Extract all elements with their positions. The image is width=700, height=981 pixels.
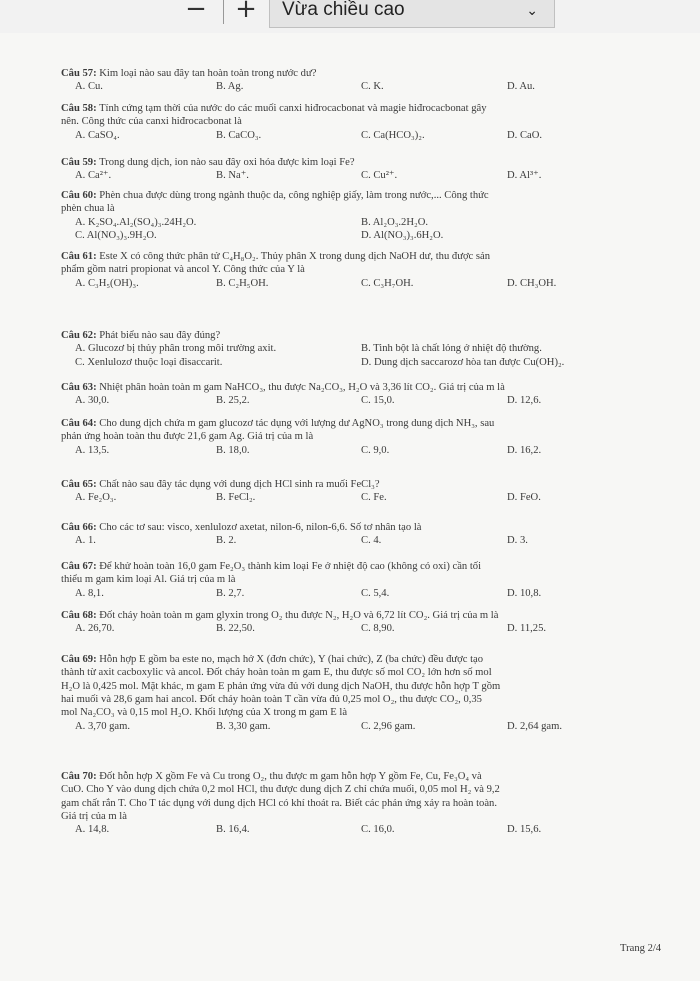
answer-option: D. 16,2. (507, 444, 542, 456)
answer-option: A. 13,5. (75, 444, 110, 456)
question-text: hai muối và 28,6 gam hai ancol. Đốt cháy hoàn toàn T cần vừa đủ 0,25 mol O₂, thu được CO₂, 0,35 (61, 693, 482, 705)
answer-option: C. Fe. (361, 492, 387, 504)
answer-option: C. 5,4. (361, 587, 390, 599)
answer-option: B. Tinh bột là chất lỏng ở nhiệt độ thường. (361, 343, 542, 355)
question-text-line (61, 653, 483, 666)
pdf-toolbar (0, 0, 700, 34)
question-number: Câu 67: (61, 561, 97, 572)
question-number: Câu 69: (61, 654, 97, 665)
question-text-line (61, 156, 355, 169)
answer-option: A. 1. (75, 535, 96, 547)
page-number: Trang 2/4 (620, 943, 662, 954)
question-text-line (61, 430, 313, 443)
toolbar-divider (223, 0, 224, 24)
answer-option: B. 18,0. (216, 444, 250, 456)
answer-option: B. 2,7. (216, 587, 245, 599)
zoom-out-button[interactable]: − (185, 0, 207, 24)
answer-option: B. CaCO₃. (216, 129, 262, 141)
answer-option: C. C₃H₇OH. (361, 277, 414, 289)
zoom-select-value: Vừa chiều cao (282, 0, 405, 20)
question-text: phèn chua là (61, 203, 115, 215)
question-text-line (61, 797, 497, 810)
answer-option: A. 30,0. (75, 395, 110, 407)
answer-option: D. 12,6. (507, 395, 542, 407)
answer-option: B. FeCl₂. (216, 492, 256, 504)
question-text: Tính cứng tạm thời của nước do các muối canxi hiđrocacbonat và magie hiđrocacbonat gây (99, 103, 487, 114)
question-text-line (61, 666, 492, 679)
question-text: gam chất rắn T. Cho T tác dụng với dung dịch HCl có khí thoát ra. Biết các phản ứng xảy ra hoàn toàn. (61, 797, 497, 809)
answer-option: B. 25,2. (216, 395, 250, 407)
answer-option: D. Dung dịch saccarozơ hòa tan được Cu(OH)₂. (361, 356, 565, 368)
question-text: Cho dung dịch chứa m gam glucozơ tác dụng với lượng dư AgNO₃ trong dung dịch NH₃, sau (99, 418, 495, 429)
question-text-line (61, 250, 490, 263)
question-text-line (61, 706, 347, 719)
answer-option: D. CH₃OH. (507, 277, 557, 289)
question-number: Câu 66: (61, 522, 97, 533)
question-number: Câu 63: (61, 382, 97, 393)
question-text-line (61, 202, 115, 215)
answer-option: C. 16,0. (361, 824, 395, 836)
answer-option: D. 3. (507, 535, 528, 547)
answer-option: C. 8,90. (361, 623, 395, 635)
answer-option: C. Cu²⁺. (361, 170, 398, 182)
answer-option: C. 15,0. (361, 395, 395, 407)
answer-option: A. Ca²⁺. (75, 170, 112, 182)
question-text: CuO. Cho Y vào dung dịch chứa 0,2 mol HCl, thu được dung dịch Z chỉ chứa muối, 0,05 mol H₂ và 9,2 (61, 784, 500, 796)
question-text: Giá trị của m là (61, 810, 127, 822)
answer-option: B. C₂H₅OH. (216, 277, 269, 289)
question-number: Câu 61: (61, 251, 97, 262)
question-text-line (61, 263, 305, 276)
question-text: Để khử hoàn toàn 16,0 gam Fe₂O₃ thành kim loại Fe ở nhiệt độ cao (không có oxi) cần tối (99, 561, 482, 572)
question-number: Câu 58: (61, 103, 97, 114)
answer-option: C. 4. (361, 535, 382, 547)
question-text-line (61, 770, 482, 783)
answer-option: D. 11,25. (507, 623, 547, 635)
question-text: Đốt hỗn hợp X gồm Fe và Cu trong O₂, thu được m gam hỗn hợp Y gồm Fe, Cu, Fe₃O₄ và (99, 771, 482, 782)
answer-option: D. FeO. (507, 492, 541, 504)
question-text: Đốt cháy hoàn toàn m gam glyxin trong O₂ thu được N₂, H₂O và 6,72 lít CO₂. Giá trị của m là (99, 610, 499, 621)
question-number: Câu 70: (61, 771, 97, 782)
answer-option: C. Ca(HCO₃)₂. (361, 129, 425, 141)
question-text-line (61, 680, 500, 693)
answer-option: B. 16,4. (216, 824, 250, 836)
question-text-line (61, 693, 482, 706)
answer-option: C. 9,0. (361, 444, 390, 456)
question-number: Câu 68: (61, 610, 97, 621)
question-text-line (61, 329, 220, 342)
answer-option: C. Xenlulozơ thuộc loại đisaccarit. (75, 356, 223, 368)
question-text: phản ứng hoàn toàn thu được 21,6 gam Ag. Giá trị của m là (61, 431, 314, 443)
question-text-line (61, 573, 235, 586)
question-text-line (61, 810, 127, 823)
answer-option: A. 3,70 gam. (75, 720, 131, 732)
answer-option: A. 26,70. (75, 623, 115, 635)
answer-option: D. Al(NO₃)₃.6H₂O. (361, 229, 444, 241)
answer-option: A. Glucozơ bị thủy phân trong môi trường axit. (75, 343, 277, 355)
question-text: Trong dung dịch, ion nào sau đây oxi hóa được kim loại Fe? (99, 157, 355, 168)
answer-option: D. 10,8. (507, 587, 542, 599)
question-text: Nhiệt phân hoàn toàn m gam NaHCO₃, thu được Na₂CO₃, H₂O và 3,36 lít CO₂. Giá trị của m là (99, 382, 505, 393)
answer-option: B. Ag. (216, 81, 244, 93)
answer-option: B. Na⁺. (216, 170, 249, 182)
question-text: thiểu m gam kim loại Al. Giá trị của m là (61, 574, 236, 586)
question-number: Câu 62: (61, 330, 97, 341)
question-text-line (61, 560, 481, 573)
question-text: Hỗn hợp E gồm ba este no, mạch hở X (đơn chức), Y (hai chức), Z (ba chức) đều được tạo (99, 654, 484, 665)
answer-option: B. 22,50. (216, 623, 255, 635)
answer-option: C. Al(NO₃)₃.9H₂O. (75, 229, 157, 241)
question-number: Câu 65: (61, 479, 97, 490)
question-text-line (61, 102, 487, 115)
question-text: Phát biểu nào sau đây đúng? (99, 330, 221, 341)
answer-option: A. Fe₂O₃. (75, 492, 117, 504)
question-text: Cho các tơ sau: visco, xenlulozơ axetat, nilon-6, nilon-6,6. Số tơ nhân tạo là (99, 522, 422, 533)
question-text: thành từ axit cacboxylic và ancol. Đốt cháy hoàn toàn m gam E, thu được số mol CO₂ lớn hơn số mol (61, 667, 492, 679)
question-text-line (61, 189, 489, 202)
question-text-line (61, 783, 500, 796)
chevron-down-icon: ⌄ (526, 2, 538, 18)
question-number: Câu 64: (61, 418, 97, 429)
answer-option: A. CaSO₄. (75, 129, 120, 141)
answer-option: A. C₃H₅(OH)₃. (75, 277, 139, 289)
question-text-line (61, 478, 380, 491)
document-page (0, 33, 700, 981)
question-text-line (61, 381, 505, 394)
question-text: Este X có công thức phân tử C₄H₈O₂. Thủy phân X trong dung dịch NaOH dư, thu được sản (99, 251, 491, 262)
question-text-line (61, 521, 421, 534)
question-text-line (61, 115, 242, 128)
question-text: mol Na₂CO₃ và 0,15 mol H₂O. Khối lượng của X trong m gam E là (61, 707, 348, 719)
zoom-in-button[interactable]: + (235, 0, 257, 24)
answer-option: C. K. (361, 81, 384, 93)
answer-option: D. 15,6. (507, 824, 542, 836)
zoom-select[interactable] (269, 0, 555, 28)
answer-option: A. K₂SO₄.Al₂(SO₄)₃.24H₂O. (75, 216, 197, 228)
question-text: phẩm gồm natri propionat và ancol Y. Công thức của Y là (61, 264, 305, 276)
answer-option: B. Al₂O₃.2H₂O. (361, 216, 428, 228)
question-text-line (61, 417, 494, 430)
question-number: Câu 59: (61, 157, 97, 168)
question-text: nên. Công thức của canxi hiđrocacbonat là (61, 116, 242, 128)
answer-option: D. CaO. (507, 129, 543, 141)
answer-option: B. 2. (216, 535, 237, 547)
answer-option: D. Au. (507, 81, 535, 93)
question-text: Chất nào sau đây tác dụng với dung dịch HCl sinh ra muối FeCl₃? (99, 479, 380, 490)
question-number: Câu 57: (61, 68, 97, 79)
question-text: H₂O là 0,425 mol. Mặt khác, m gam E phản ứng vừa đủ với dung dịch NaOH, thu được hỗn hợp T gồm (61, 680, 501, 692)
question-text-line (61, 609, 498, 622)
question-text-line (61, 67, 316, 80)
answer-option: A. 14,8. (75, 824, 110, 836)
answer-option: B. 3,30 gam. (216, 720, 271, 732)
answer-option: A. 8,1. (75, 587, 104, 599)
question-text: Kim loại nào sau đây tan hoàn toàn trong nước dư? (99, 68, 317, 79)
answer-option: D. Al³⁺. (507, 170, 542, 182)
question-number: Câu 60: (61, 190, 97, 201)
question-text: Phèn chua được dùng trong ngành thuộc da, công nghiệp giấy, làm trong nước,... Công thức (99, 190, 489, 201)
answer-option: A. Cu. (75, 81, 103, 93)
answer-option: D. 2,64 gam. (507, 720, 563, 732)
answer-option: C. 2,96 gam. (361, 720, 416, 732)
